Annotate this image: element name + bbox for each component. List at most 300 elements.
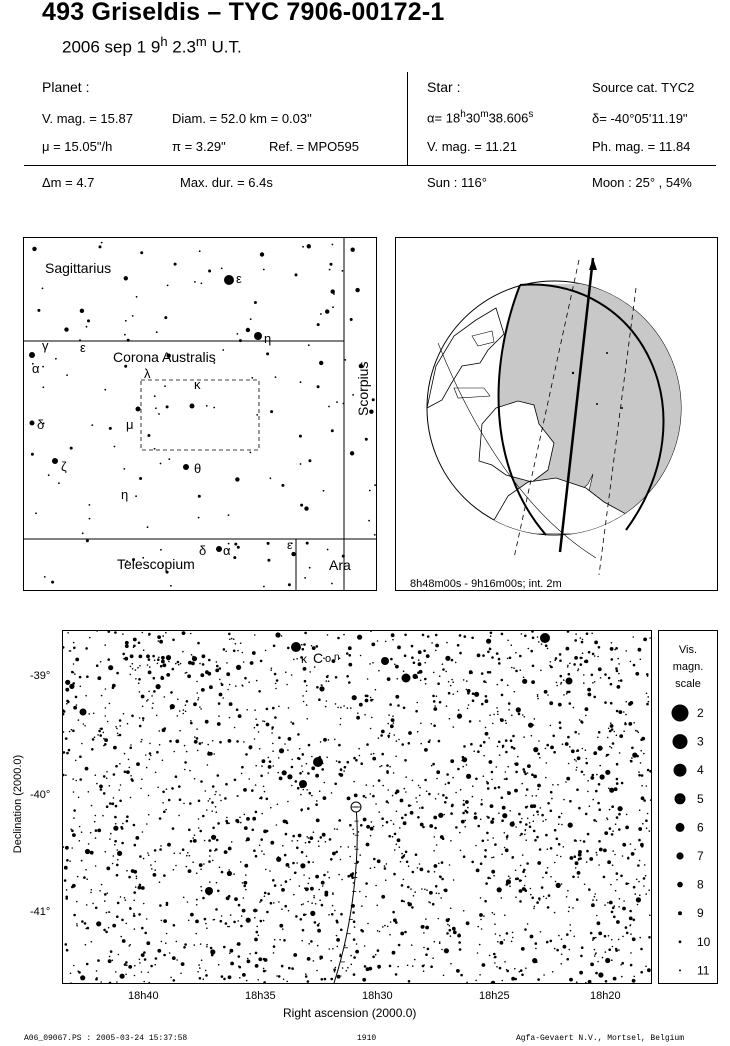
field-star (240, 642, 242, 644)
field-star (156, 715, 158, 717)
field-star (635, 893, 637, 895)
field-star (581, 641, 584, 644)
field-star (378, 779, 381, 782)
field-star (598, 746, 603, 751)
field-star (474, 692, 479, 697)
field-star (125, 644, 129, 648)
field-star (212, 785, 215, 788)
field-star (509, 810, 511, 812)
field-star (307, 772, 310, 775)
field-star (246, 817, 250, 821)
field-star (584, 660, 587, 663)
field-star (318, 923, 320, 925)
field-star (558, 816, 561, 819)
field-star (283, 939, 286, 942)
field-star (267, 893, 270, 896)
field-star (426, 791, 428, 793)
field-star (611, 939, 613, 941)
field-star (497, 684, 499, 686)
field-star (513, 667, 515, 669)
field-star (546, 762, 548, 764)
field-star (610, 683, 613, 686)
field-star (291, 785, 293, 787)
field-star (86, 963, 89, 966)
field-star (192, 861, 194, 863)
field-star (95, 837, 97, 839)
field-star (115, 823, 117, 825)
field-star (379, 931, 381, 933)
field-star (620, 679, 623, 682)
field-star (205, 790, 207, 792)
field-star (141, 886, 145, 890)
field-star (63, 774, 65, 777)
field-star (196, 899, 198, 901)
field-star (611, 728, 614, 731)
field-star (254, 938, 258, 942)
field-star (291, 552, 295, 556)
field-star (307, 957, 311, 961)
field-star (581, 721, 584, 724)
field-star (385, 641, 387, 643)
field-star (77, 876, 79, 878)
field-star (528, 723, 533, 728)
field-star (559, 653, 562, 656)
field-star (420, 723, 422, 725)
scale-title: Vis. (678, 644, 698, 656)
field-star (133, 900, 135, 902)
field-star (348, 654, 351, 657)
field-star (512, 932, 514, 934)
field-star (649, 637, 651, 639)
field-star (110, 833, 112, 835)
field-star (189, 855, 191, 857)
field-star (297, 733, 300, 736)
field-star (371, 717, 373, 719)
field-star (159, 744, 161, 746)
field-star (182, 848, 185, 851)
field-star (615, 890, 617, 892)
field-star (141, 739, 143, 741)
field-star (284, 743, 286, 745)
field-star (124, 771, 127, 774)
field-star (338, 744, 341, 747)
field-star (507, 791, 509, 793)
field-star (620, 875, 623, 878)
field-star (88, 713, 90, 715)
field-star (412, 965, 414, 967)
field-star (125, 899, 127, 901)
field-star (585, 813, 588, 816)
field-star (441, 861, 444, 864)
field-star (103, 792, 106, 795)
field-star (563, 679, 565, 681)
field-star (51, 581, 54, 584)
field-star (540, 670, 542, 672)
field-star (177, 699, 179, 701)
field-star (618, 949, 620, 951)
field-star (536, 810, 539, 813)
field-star (607, 860, 611, 864)
field-star (225, 651, 227, 653)
field-star (156, 331, 158, 333)
field-star (246, 837, 250, 841)
field-star (160, 665, 163, 668)
scale-mag-label: 7 (697, 849, 704, 863)
field-star (190, 720, 192, 722)
field-star (545, 748, 547, 750)
field-star (194, 834, 196, 836)
field-star (374, 867, 376, 869)
field-star (308, 459, 311, 462)
field-star (189, 802, 192, 805)
chart-bright-star (299, 780, 307, 788)
field-star (616, 735, 618, 737)
field-star (160, 463, 162, 465)
field-star (594, 949, 596, 951)
field-star (166, 655, 171, 660)
field-star (509, 885, 511, 887)
field-star (286, 684, 288, 686)
field-star (37, 309, 40, 312)
field-star (32, 247, 36, 251)
field-star (217, 774, 220, 777)
field-star (109, 785, 111, 787)
field-star (254, 301, 257, 304)
field-star (122, 823, 124, 825)
field-star (514, 968, 516, 970)
field-star (347, 797, 351, 801)
field-star (447, 782, 450, 785)
field-star (114, 816, 117, 819)
field-star (224, 797, 227, 800)
field-star (521, 783, 523, 785)
field-star (411, 944, 413, 946)
field-star (595, 953, 597, 955)
field-star (380, 734, 383, 737)
field-star (528, 648, 530, 650)
field-star (97, 734, 99, 736)
field-star (148, 982, 150, 983)
field-star (228, 975, 232, 979)
field-star (80, 975, 85, 980)
field-star (524, 928, 527, 931)
field-star (567, 736, 570, 739)
field-star (148, 658, 151, 661)
field-star (194, 944, 196, 946)
scale-mag-label: 11 (697, 963, 710, 978)
field-star (109, 956, 111, 958)
field-star (154, 861, 156, 863)
field-star (622, 855, 624, 857)
field-star (163, 811, 166, 814)
field-star (159, 730, 161, 732)
field-star (583, 840, 586, 843)
field-star (326, 757, 328, 759)
field-star (332, 244, 334, 246)
field-star (87, 927, 90, 930)
field-star (306, 789, 308, 791)
field-star (550, 940, 553, 943)
field-star (460, 850, 462, 852)
field-star (469, 720, 472, 723)
field-star (432, 695, 435, 698)
field-star (281, 908, 283, 910)
field-star (365, 695, 368, 698)
field-star (573, 707, 575, 709)
field-star (578, 807, 581, 810)
ra-tick-label: 18h40 (128, 990, 159, 1002)
field-star (66, 889, 68, 891)
field-star (612, 907, 615, 910)
field-star (270, 669, 272, 671)
field-star (198, 495, 201, 498)
field-star (167, 285, 169, 287)
field-star (246, 328, 250, 332)
field-star (119, 800, 122, 803)
field-star (525, 823, 528, 826)
field-star (204, 918, 207, 921)
field-star (438, 793, 440, 795)
field-star (223, 648, 226, 651)
field-star (611, 911, 614, 914)
field-star (555, 881, 557, 883)
field-star (608, 677, 611, 680)
field-star (531, 680, 535, 684)
field-star (519, 971, 521, 973)
field-star (433, 700, 436, 703)
field-star (106, 777, 108, 779)
field-star (130, 666, 132, 668)
field-star (446, 932, 449, 935)
field-star (640, 971, 643, 974)
field-star (376, 905, 378, 907)
field-star (581, 946, 584, 949)
field-star (304, 680, 307, 683)
field-star (66, 752, 69, 755)
field-star (218, 702, 221, 705)
field-star (292, 835, 295, 838)
field-star (143, 858, 145, 860)
field-star (501, 854, 503, 856)
field-star (406, 861, 409, 864)
field-star (239, 817, 241, 819)
field-star (447, 924, 449, 926)
field-star (531, 897, 534, 900)
field-star (515, 670, 518, 673)
field-star (372, 662, 374, 664)
field-star (343, 634, 345, 636)
field-star (511, 977, 515, 981)
chart-label-n: n (334, 652, 340, 663)
field-star (615, 948, 618, 951)
field-star (453, 726, 455, 728)
field-star (630, 661, 632, 663)
field-star (566, 647, 570, 651)
field-star (91, 748, 94, 751)
field-star (440, 877, 442, 879)
field-star (120, 784, 122, 786)
field-star (317, 929, 321, 933)
field-star (340, 707, 342, 709)
field-star (489, 760, 493, 764)
field-star (421, 806, 424, 809)
chart-label-kappa: κ (301, 652, 307, 666)
field-star (306, 855, 308, 857)
field-star (281, 484, 284, 487)
field-star (262, 720, 264, 722)
field-star (120, 974, 125, 979)
dec-tick-label: -40° (30, 789, 51, 801)
field-star (568, 949, 570, 951)
field-star (646, 673, 649, 676)
field-star (295, 872, 297, 874)
field-star (108, 665, 113, 670)
field-star (532, 665, 535, 668)
field-star (482, 963, 486, 967)
field-star (157, 635, 161, 639)
field-star (231, 841, 233, 843)
field-star (253, 849, 256, 852)
field-star (501, 796, 504, 799)
field-star (457, 768, 460, 771)
field-star (127, 723, 129, 725)
globe-time-caption: 8h48m00s - 9h16m00s; int. 2m (410, 578, 562, 590)
field-star (607, 737, 609, 739)
field-star (584, 884, 586, 886)
field-star (254, 727, 256, 729)
star-alpha-tel (216, 546, 222, 552)
field-star (479, 944, 481, 946)
field-star (152, 707, 154, 709)
field-star (369, 663, 371, 665)
field-star (113, 855, 115, 857)
field-star (466, 921, 470, 925)
field-star (251, 789, 254, 792)
field-star (279, 924, 283, 928)
field-star (85, 767, 89, 771)
field-star (183, 897, 185, 899)
field-star (309, 878, 311, 880)
field-star (594, 681, 596, 683)
field-star (455, 826, 458, 829)
field-star (370, 728, 372, 730)
field-star (63, 846, 64, 848)
field-star (332, 306, 334, 308)
field-star (244, 677, 247, 680)
field-star (351, 964, 353, 966)
field-star (69, 731, 71, 733)
field-star (551, 798, 553, 800)
field-star (485, 732, 489, 736)
field-star (501, 819, 504, 822)
field-star (497, 887, 502, 892)
field-star (164, 385, 166, 387)
field-star (268, 757, 270, 759)
field-star (255, 855, 258, 858)
field-star (377, 965, 381, 969)
field-star (561, 954, 563, 956)
field-star (588, 980, 592, 983)
field-star (373, 826, 375, 828)
field-star (346, 970, 348, 972)
field-star (497, 711, 499, 713)
field-star (121, 919, 124, 922)
field-star (324, 782, 326, 784)
field-star (117, 851, 122, 856)
field-star (175, 739, 179, 743)
field-star (395, 973, 398, 976)
field-star (641, 774, 644, 777)
field-star (463, 803, 466, 806)
field-star (317, 924, 320, 927)
field-star (124, 276, 128, 280)
field-star (598, 783, 601, 786)
field-star (633, 636, 635, 638)
field-star (514, 763, 516, 765)
field-star (636, 755, 639, 758)
field-star (457, 934, 461, 938)
field-star (88, 843, 90, 845)
field-star (228, 895, 231, 898)
field-star (235, 819, 239, 823)
field-star (234, 543, 237, 546)
field-star (425, 953, 428, 956)
field-star (647, 968, 651, 972)
star-chart-svg (63, 631, 651, 983)
field-star (524, 834, 526, 836)
field-star (124, 365, 127, 368)
field-star (157, 949, 161, 953)
field-star (92, 738, 95, 741)
field-star (444, 948, 449, 953)
field-star (220, 683, 222, 685)
field-star (352, 394, 354, 396)
field-star (530, 650, 533, 653)
field-star (172, 668, 175, 671)
field-star (558, 703, 562, 707)
field-star (374, 534, 376, 536)
field-star (502, 806, 506, 810)
field-star (300, 504, 303, 507)
planet-reference: Ref. = MPO595 (269, 139, 359, 154)
field-star (506, 932, 509, 935)
field-star (261, 798, 263, 800)
field-star (630, 760, 632, 762)
field-star (95, 907, 98, 910)
field-star (185, 711, 187, 713)
field-star (610, 702, 613, 705)
field-star (459, 832, 461, 834)
field-star (349, 856, 351, 858)
field-star (497, 714, 499, 716)
field-star (184, 769, 186, 771)
field-star (158, 640, 160, 642)
field-star (200, 943, 202, 945)
field-star (288, 737, 292, 741)
field-star (260, 899, 263, 902)
field-star (91, 424, 93, 426)
field-star (317, 323, 320, 326)
field-star (457, 714, 462, 719)
field-star (597, 802, 600, 805)
field-star (229, 684, 231, 686)
field-star (260, 775, 263, 778)
field-star (477, 750, 480, 753)
field-star (348, 646, 352, 650)
constellation-scorpius: Scorpius (355, 361, 371, 416)
field-star (636, 897, 641, 902)
star-epsilon-sgr (224, 275, 234, 285)
